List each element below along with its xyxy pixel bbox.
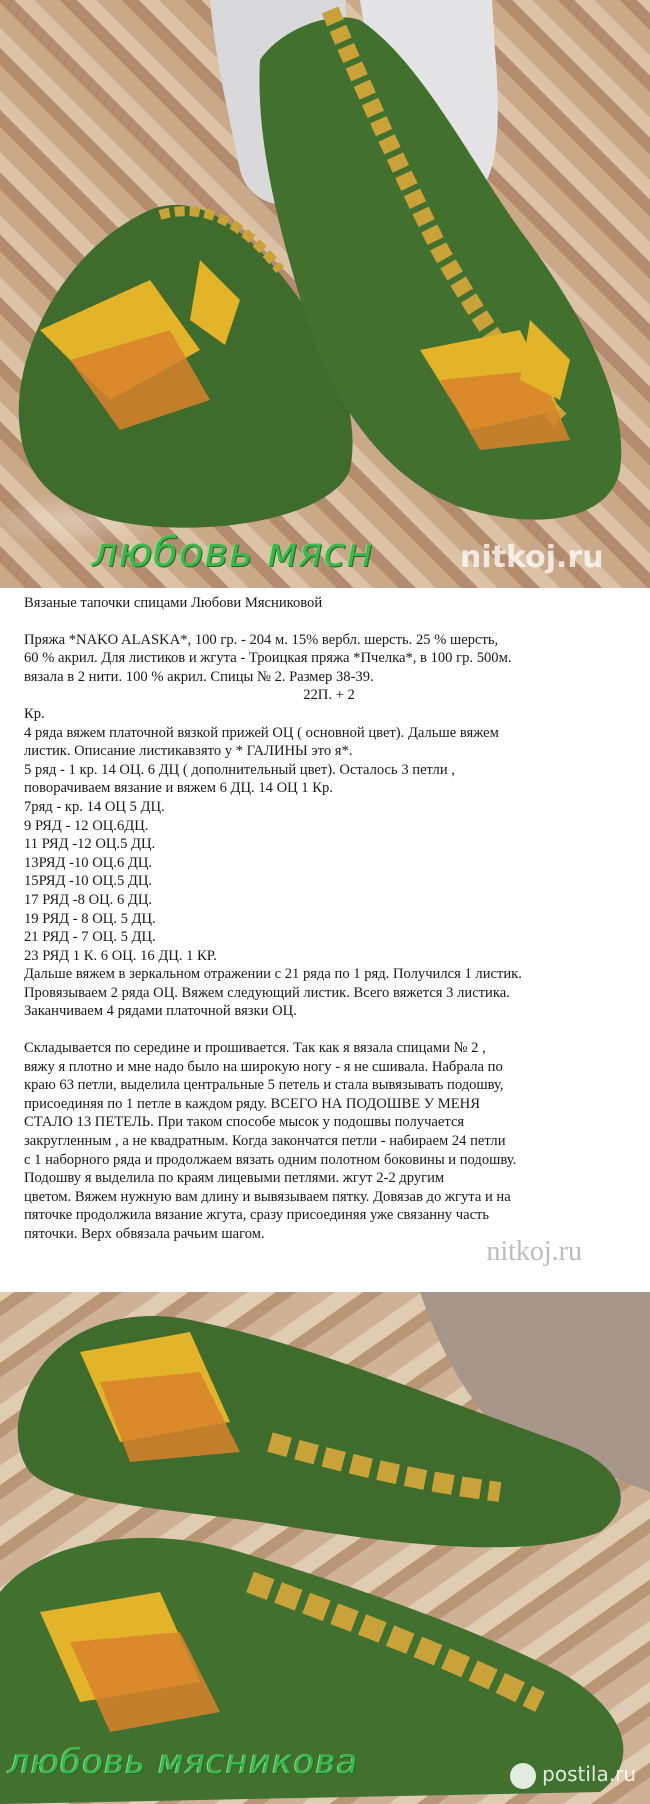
row-line: 21 РЯД - 7 ОЦ. 5 ДЦ.: [24, 929, 156, 946]
row-line: 11 РЯД -12 ОЦ.5 ДЦ.: [24, 836, 156, 853]
row-line: 23 РЯД 1 К. 6 ОЦ. 16 ДЦ. 1 КР.: [24, 947, 217, 964]
postila-logo-icon: [510, 1763, 536, 1789]
row-line: 7ряд - кр. 14 ОЦ 5 ДЦ.: [24, 798, 165, 815]
row-line: 9 РЯД - 12 ОЦ.6ДЦ.: [24, 817, 149, 834]
watermark-site-text: nitkoj.ru: [486, 1236, 582, 1267]
row-line: 4 ряда вяжем платочной вязкой прижей ОЦ ( основной цвет). Дальше вяжем: [24, 724, 499, 741]
pattern-title: Вязаные тапочки спицами Любови Мясниковой: [24, 595, 323, 611]
row-line: 13РЯД -10 ОЦ.6 ДЦ.: [24, 854, 153, 871]
assembly-line: краю 63 петли, выделила центральные 5 петель и стала вывязывать подошву,: [24, 1077, 504, 1094]
yarn-line-3: вязала в 2 нити. 100 % акрил. Спицы № 2. Размер 38-39.: [24, 668, 374, 685]
assembly-line: цветом. Вяжем нужную вам длину и вывязываем пятку. Довязав до жгута и на: [24, 1188, 511, 1205]
assembly-line: закругленным , а не квадратным. Когда закончатся петли - набираем 24 петли: [24, 1133, 506, 1150]
row-line: 5 ряд - 1 кр. 14 ОЦ. 6 ДЦ ( дополнительный цвет). Осталось 3 петли ,: [24, 761, 455, 778]
row-line: Дальше вяжем в зеркальном отражении с 21 ряда по 1 ряд. Получился 1 листик.: [24, 966, 522, 983]
slippers-illustration-top: [0, 0, 650, 588]
watermark-site-top: nitkoj.ru: [460, 540, 604, 575]
row-line: 17 РЯД -8 ОЦ. 6 ДЦ.: [24, 891, 153, 908]
watermark-author-top: любовь мясн: [92, 530, 374, 576]
row-line: листик. Описание листикавзято у * ГАЛИНЫ это я*.: [24, 743, 353, 760]
assembly-line: пяточки. Верх обвязала рачьим шагом.: [24, 1226, 265, 1242]
postila-site: postila.ru: [542, 1762, 636, 1786]
edge-stitch: Кр.: [24, 705, 45, 722]
pattern-text: [24, 594, 634, 1244]
row-line: Провязываем 2 ряда ОЦ. Вяжем следующий листик. Всего вяжется 3 листика.: [24, 984, 510, 1001]
assembly-line: вяжу я плотно и мне надо было на широкую ногу - я не сшивала. Набрала по: [24, 1058, 503, 1075]
assembly-line: Подошву я выделила по краям лицевыми петлями. жгут 2-2 другим: [24, 1170, 445, 1187]
assembly-line: СТАЛО 13 ПЕТЕЛЬ. При таком способе мысок у подошвы получается: [24, 1114, 465, 1131]
assembly-line: пяточке продолжила вязание жгута, сразу присоединяя уже связанну часть: [24, 1207, 490, 1224]
row-line: поворачиваем вязание и вяжем 6 ДЦ. 14 ОЦ 1 Кр.: [24, 780, 333, 797]
slippers-illustration-bottom: [0, 1292, 650, 1804]
yarn-line-1: Пряжа *NAKO ALASKA*, 100 гр. - 204 м. 15% вербл. шерсть. 25 % шерсть,: [24, 631, 499, 648]
bottom-photo: [0, 1292, 650, 1804]
yarn-line-2: 60 % акрил. Для листиков и жгута - Троицкая пряжа *Пчелка*, в 100 гр. 500м.: [24, 650, 512, 667]
row-line: 19 РЯД - 8 ОЦ. 5 ДЦ.: [24, 910, 156, 927]
watermark-author-bottom: любовь мясникова: [8, 1742, 359, 1782]
top-photo: [0, 0, 650, 588]
row-line: 15РЯД -10 ОЦ.5 ДЦ.: [24, 873, 153, 890]
assembly-line: Складывается по середине и прошивается. Так как я вязала спицами № 2 ,: [24, 1040, 486, 1057]
row-line: Заканчиваем 4 рядами платочной вязки ОЦ.: [24, 1003, 297, 1020]
assembly-line: с 1 наборного ряда и продолжаем вязать одним полотном боковины и подошву.: [24, 1151, 517, 1168]
cast-on: 22П. + 2: [303, 687, 355, 704]
assembly-line: присоединяя по 1 петле в каждом ряду. ВСЕГО НА ПОДОШВЕ У МЕНЯ: [24, 1095, 480, 1112]
postila-mark: [510, 1762, 636, 1789]
